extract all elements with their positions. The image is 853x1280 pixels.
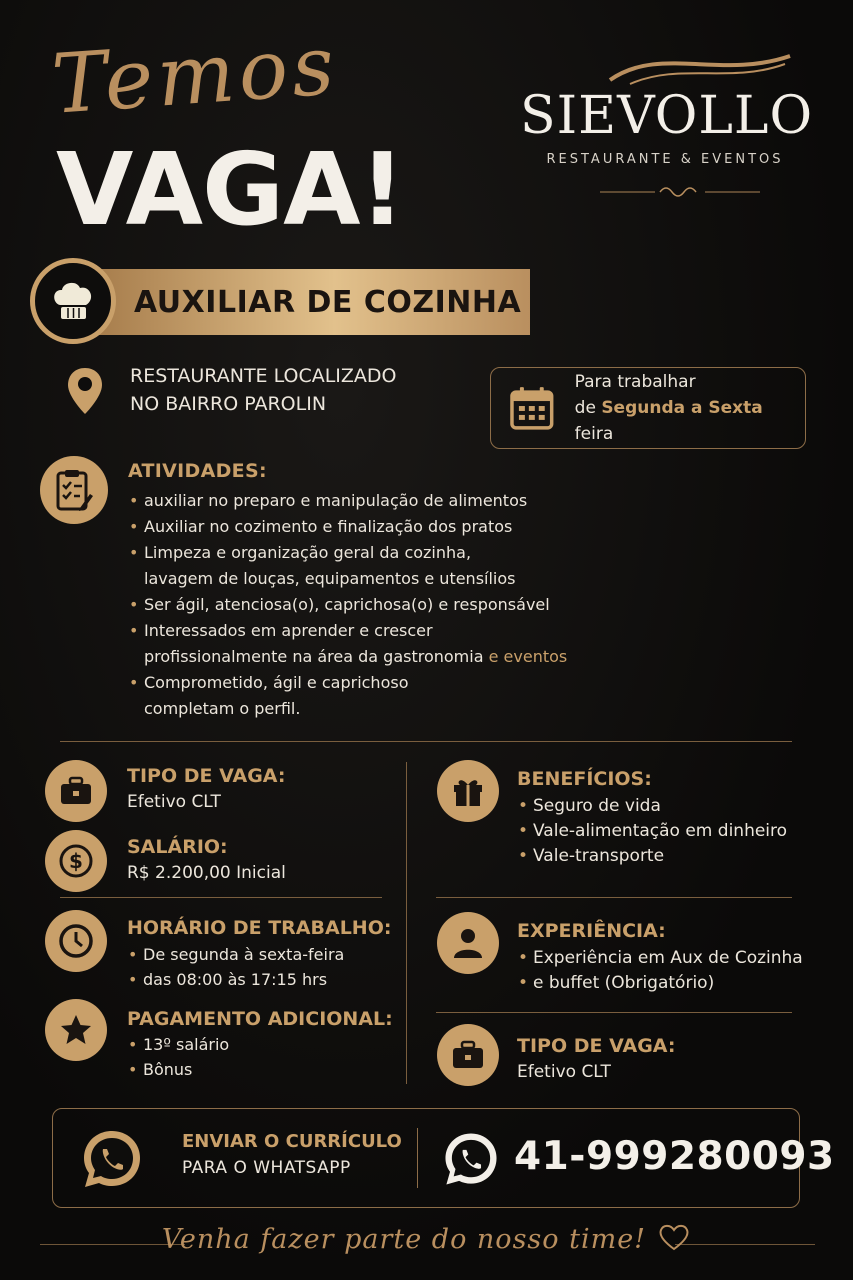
heart-icon [657, 1222, 691, 1252]
send-cv-subtitle: PARA O WHATSAPP [182, 1158, 351, 1178]
experiencia-title: EXPERIÊNCIA: [517, 920, 666, 942]
list-item: • auxiliar no preparo e manipulação de alimentos [128, 488, 688, 514]
job-title-banner: AUXILIAR DE COZINHA [96, 269, 530, 335]
salario-text: R$ 2.200,00 Inicial [127, 863, 286, 883]
horario-list [127, 942, 344, 992]
tipo-vaga-title: TIPO DE VAGA: [127, 765, 286, 787]
list-item: • Seguro de vida [517, 794, 787, 819]
tipo-vaga-right-title: TIPO DE VAGA: [517, 1035, 676, 1057]
calendar-icon [509, 385, 555, 431]
salario-title: SALÁRIO: [127, 836, 228, 858]
list-item-line: Interessados em aprender e crescer [144, 621, 433, 640]
whatsapp-icon[interactable] [78, 1125, 146, 1193]
salary-badge [45, 830, 107, 892]
chef-hat-icon [50, 279, 96, 323]
logo-subtitle: RESTAURANTE & EVENTOS [546, 152, 784, 167]
divider-vertical [406, 762, 407, 1084]
star-badge [45, 999, 107, 1061]
vaga-heading: VAGA! [56, 131, 405, 248]
schedule-days: Segunda a Sexta [601, 398, 763, 418]
logo-name: SIEVOLLO [520, 86, 814, 146]
list-item: • De segunda à sexta-feira [127, 942, 344, 967]
svg-text:$: $ [69, 849, 83, 873]
beneficios-list [517, 794, 787, 869]
list-item: • 13º salário [127, 1032, 229, 1057]
gift-badge [437, 760, 499, 822]
list-item: • Vale-alimentação em dinheiro [517, 819, 787, 844]
send-cv-title: ENVIAR O CURRÍCULO [182, 1131, 402, 1152]
phone-number[interactable]: 41-999280093 [514, 1134, 835, 1179]
temos-heading: Temos [49, 18, 342, 133]
beneficios-title: BENEFÍCIOS: [517, 768, 652, 790]
experiencia-list [517, 946, 803, 996]
list-item-continuation: • das 08:00 às 17:15 hrs [127, 967, 344, 992]
list-item: • Ser ágil, atenciosa(o), caprichosa(o) e responsável [128, 592, 688, 618]
list-item-line: profissionalmente na área da gastronomia [144, 647, 484, 666]
dollar-icon [58, 843, 94, 879]
logo-ornament-icon [600, 182, 760, 202]
gift-icon [451, 774, 485, 808]
divider-right-2 [436, 1012, 792, 1013]
schedule-pre: de [574, 398, 602, 418]
star-icon [58, 1012, 94, 1048]
clock-badge [45, 910, 107, 972]
divider-right-1 [436, 897, 792, 898]
list-item-highlight: e eventos [488, 647, 568, 666]
activities-title: ATIVIDADES: [128, 460, 267, 482]
list-item: • Auxiliar no cozimento e finalização dos pratos [128, 514, 688, 540]
briefcase-badge [45, 760, 107, 822]
footer-slogan: Venha fazer parte do nosso time! [161, 1224, 647, 1255]
horario-title: HORÁRIO DE TRABALHO: [127, 917, 392, 939]
list-item-line: completam o perfil. [144, 699, 301, 718]
list-item: • Bônus [127, 1057, 229, 1082]
divider-left-mid [60, 897, 382, 898]
location-pin-icon [66, 366, 104, 416]
briefcase-badge-right [437, 1024, 499, 1086]
logo-swoosh-icon [600, 50, 800, 90]
schedule-line-1: Para trabalhar [574, 372, 696, 392]
schedule-post: feira [574, 424, 614, 444]
person-icon [451, 926, 485, 960]
briefcase-icon [59, 776, 93, 806]
location-line-2: NO BAIRRO PAROLIN [130, 393, 327, 415]
briefcase-icon [451, 1040, 485, 1070]
pagamento-list [127, 1032, 229, 1082]
list-item [128, 670, 688, 722]
location-line-1: RESTAURANTE LOCALIZADO [130, 365, 397, 387]
divider-horizontal [60, 741, 792, 742]
clock-icon [57, 922, 95, 960]
footer [0, 1222, 853, 1255]
list-item-line: Limpeza e organização geral da cozinha, [144, 543, 472, 562]
list-item-line: lavagem de louças, equipamentos e utensílios [144, 569, 516, 588]
schedule-line-2 [575, 395, 805, 447]
clipboard-icon [54, 468, 94, 512]
list-item [128, 618, 688, 670]
tipo-vaga-text: Efetivo CLT [127, 792, 221, 812]
pagamento-title: PAGAMENTO ADICIONAL: [127, 1008, 393, 1030]
list-item-continuation: • e buffet (Obrigatório) [517, 971, 803, 996]
chef-hat-badge [30, 258, 116, 344]
activities-list [128, 488, 688, 722]
person-badge [437, 912, 499, 974]
contact-separator [417, 1128, 418, 1188]
list-item [128, 540, 688, 592]
activities-badge [40, 456, 108, 524]
list-item-line: Comprometido, ágil e caprichoso [144, 673, 409, 692]
location-text [130, 362, 397, 418]
list-item: • Experiência em Aux de Cozinha [517, 946, 803, 971]
tipo-vaga-right-text: Efetivo CLT [517, 1062, 611, 1082]
schedule-box [490, 367, 806, 449]
list-item: • Vale-transporte [517, 844, 787, 869]
whatsapp-icon[interactable] [440, 1128, 502, 1190]
schedule-text [575, 369, 805, 447]
